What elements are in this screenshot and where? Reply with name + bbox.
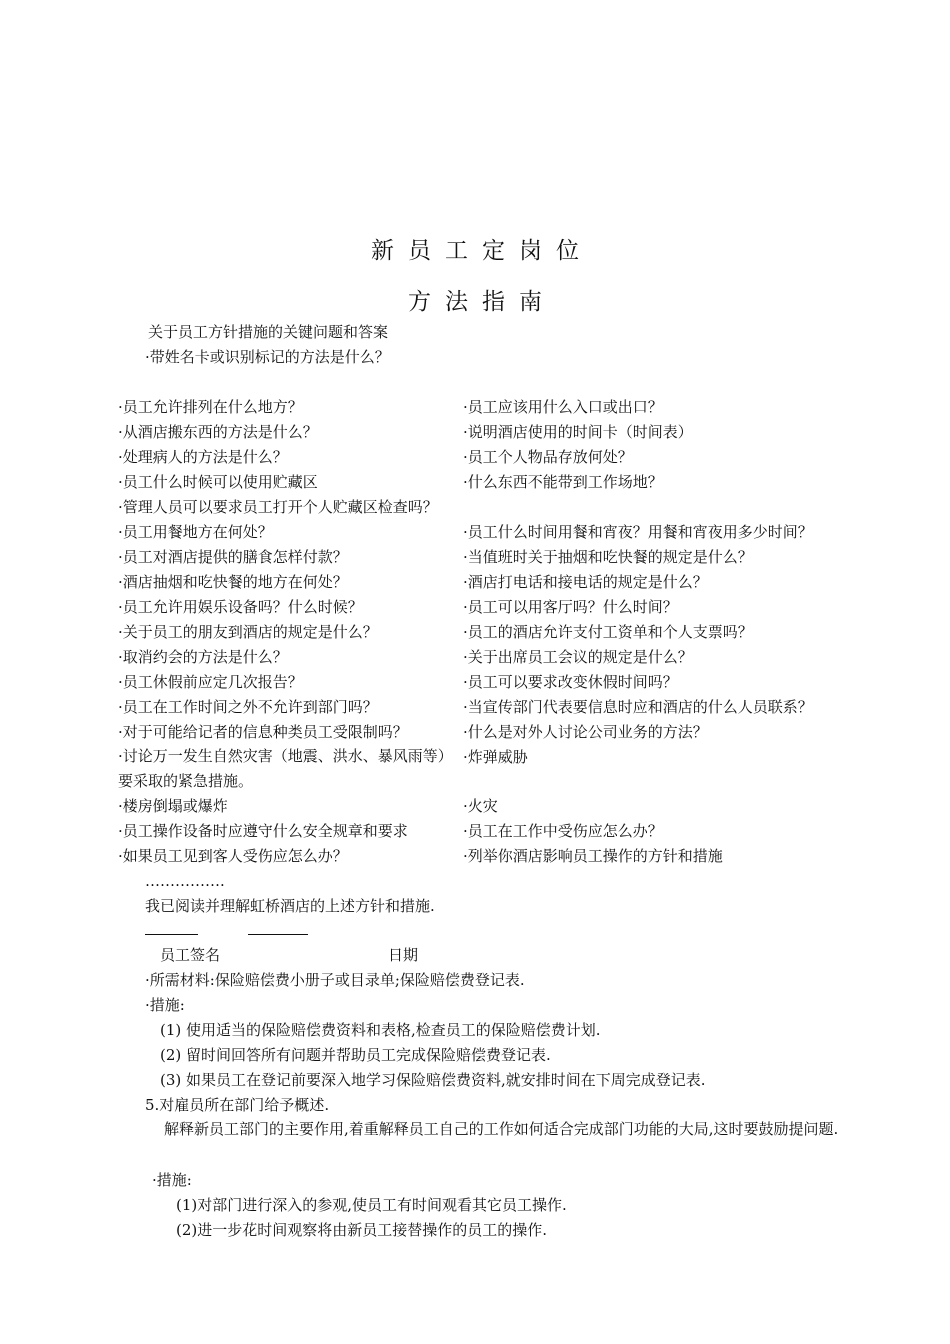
question-item: ·员工什么时候可以使用贮藏区 bbox=[118, 473, 318, 491]
question-item: ·处理病人的方法是什么？ bbox=[118, 448, 288, 466]
question-item: ·炸弹威胁 bbox=[463, 748, 528, 766]
section-5-paragraph: 解释新员工部门的主要作用,着重解释员工自己的工作如何适合完成部门功能的大局,这时要鼓励提问题. bbox=[164, 1120, 839, 1138]
question-item: ·取消约会的方法是什么？ bbox=[118, 648, 288, 666]
measures-label: ·措施: bbox=[145, 996, 185, 1014]
question-item: ·讨论万一发生自然灾害（地震、洪水、暴风雨等）要采取的紧急措施。 bbox=[118, 747, 453, 790]
statement: 我已阅读并理解虹桥酒店的上述方针和措施. bbox=[145, 897, 435, 915]
section-5-heading: 5.对雇员所在部门给予概述. bbox=[145, 1096, 330, 1114]
question-item: ·员工的酒店允许支付工资单和个人支票吗？ bbox=[463, 623, 753, 641]
title-line-2: 方法指南 bbox=[408, 289, 556, 315]
question-item: ·对于可能给记者的信息种类员工受限制吗？ bbox=[118, 723, 408, 741]
intro-text: 关于员工方针措施的关键问题和答案 bbox=[148, 323, 389, 341]
question-item: ·酒店打电话和接电话的规定是什么？ bbox=[463, 573, 708, 591]
question-item: ·员工什么时间用餐和宵夜？用餐和宵夜用多少时间？ bbox=[463, 523, 813, 541]
question-item: ·员工应该用什么入口或出口？ bbox=[463, 398, 663, 416]
question-item: ·员工在工作中受伤应怎么办？ bbox=[463, 822, 663, 840]
question-item: ·关于出席员工会议的规定是什么？ bbox=[463, 648, 693, 666]
step-item: (2) 留时间回答所有问题并帮助员工完成保险赔偿费登记表. bbox=[160, 1046, 551, 1064]
question-item: ·关于员工的朋友到酒店的规定是什么？ bbox=[118, 623, 378, 641]
question-item: ·楼房倒塌或爆炸 bbox=[118, 797, 228, 815]
question-item: ·什么东西不能带到工作场地？ bbox=[463, 473, 663, 491]
signature-line bbox=[145, 934, 198, 935]
question-item: ·员工操作设备时应遵守什么安全规章和要求 bbox=[118, 822, 408, 840]
question-item: ·员工对酒店提供的膳食怎样付款？ bbox=[118, 548, 348, 566]
question-item: ·火灾 bbox=[463, 797, 498, 815]
step-item: (2)进一步花时间观察将由新员工接替操作的员工的操作. bbox=[176, 1221, 548, 1239]
question-item: ·当宣传部门代表要信息时应和酒店的什么人员联系？ bbox=[463, 698, 813, 716]
ellipsis: ……………. bbox=[145, 872, 225, 890]
question-item: ·员工允许用娱乐设备吗？什么时候？ bbox=[118, 598, 363, 616]
materials-text: ·所需材料:保险赔偿费小册子或目录单;保险赔偿费登记表. bbox=[145, 971, 525, 989]
step-item: (1)对部门进行深入的参观,使员工有时间观看其它员工操作. bbox=[176, 1196, 567, 1214]
question-item: ·员工可以要求改变休假时间吗？ bbox=[463, 673, 678, 691]
measures-label-2: ·措施: bbox=[152, 1171, 192, 1189]
question-item: ·从酒店搬东西的方法是什么？ bbox=[118, 423, 318, 441]
step-item: (1) 使用适当的保险赔偿费资料和表格,检查员工的保险赔偿费计划. bbox=[160, 1021, 601, 1039]
title-line-1: 新员工定岗位 bbox=[371, 238, 593, 264]
question-item: ·说明酒店使用的时间卡（时间表） bbox=[463, 423, 693, 441]
question-item: ·员工可以用客厅吗？什么时间？ bbox=[463, 598, 678, 616]
step-item: (3) 如果员工在登记前要深入地学习保险赔偿费资料,就安排时间在下周完成登记表. bbox=[160, 1071, 706, 1089]
question-item: ·员工在工作时间之外不允许到部门吗？ bbox=[118, 698, 378, 716]
signature-label: 员工签名 bbox=[160, 946, 221, 964]
question-item: ·什么是对外人讨论公司业务的方法？ bbox=[463, 723, 708, 741]
question-item: ·员工允许排列在什么地方？ bbox=[118, 398, 303, 416]
question-item: ·员工个人物品存放何处？ bbox=[463, 448, 633, 466]
question-item: ·员工用餐地方在何处？ bbox=[118, 523, 273, 541]
question-item: ·列举你酒店影响员工操作的方针和措施 bbox=[463, 847, 723, 865]
date-line bbox=[248, 934, 308, 935]
question-item: ·员工休假前应定几次报告？ bbox=[118, 673, 303, 691]
question-item: ·如果员工见到客人受伤应怎么办？ bbox=[118, 847, 348, 865]
question-item: ·当值班时关于抽烟和吃快餐的规定是什么？ bbox=[463, 548, 753, 566]
date-label: 日期 bbox=[388, 946, 419, 964]
first-question: ·带姓名卡或识别标记的方法是什么？ bbox=[145, 348, 390, 366]
question-item: ·管理人员可以要求员工打开个人贮藏区检查吗？ bbox=[118, 498, 438, 516]
question-item: ·酒店抽烟和吃快餐的地方在何处？ bbox=[118, 573, 348, 591]
